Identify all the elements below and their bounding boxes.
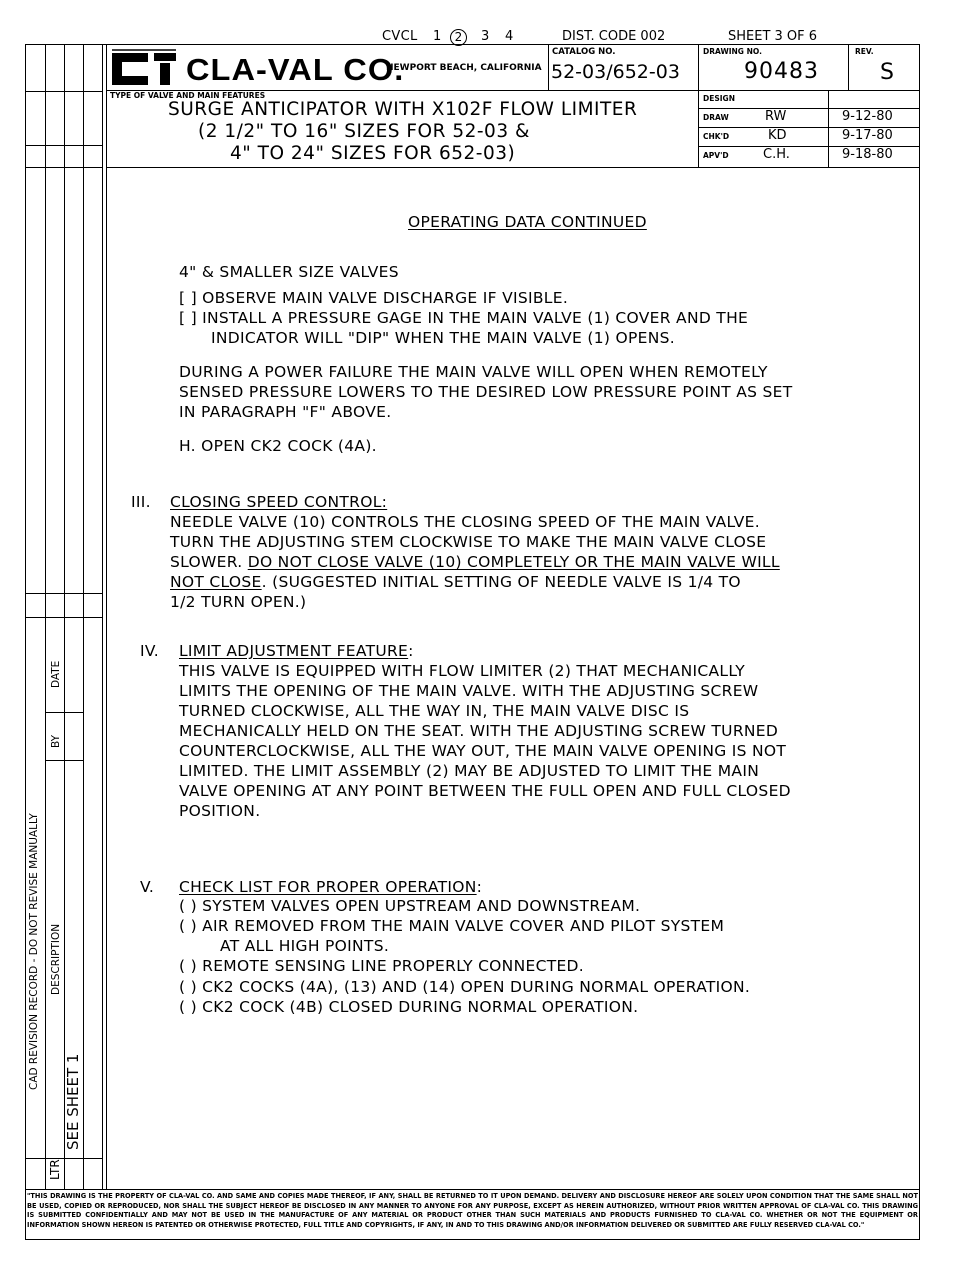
section-4-title-row <box>179 644 414 660</box>
draw-date: 9-12-80 <box>842 109 893 124</box>
title-block-div <box>698 44 699 167</box>
checklist-item: ( ) AIR REMOVED FROM THE MAIN VALVE COVER AND PILOT SYSTEM <box>179 917 725 935</box>
checklist-item: ( ) CK2 COCK (4B) CLOSED DURING NORMAL OPERATION. <box>179 998 639 1016</box>
section-3-number: III. <box>131 493 151 511</box>
section-3-text: NEEDLE VALVE (10) CONTROLS THE CLOSING SPEED OF THE MAIN VALVE. <box>170 513 761 531</box>
content-left-border <box>106 44 107 1189</box>
title-line-2: (2 1/2" TO 16" SIZES FOR 52-03 & <box>198 121 530 142</box>
section-4-text: MECHANICALLY HELD ON THE SEAT. WITH THE ADJUSTING SCREW TURNED <box>179 722 779 740</box>
legal-notice: "THIS DRAWING IS THE PROPERTY OF CLA-VAL CO. AND SAME AND COPIES MADE THEREOF, IF ANY, SHALL BE RETURNED TO IT UPON DEMAND. DELIVERY AND DISCLOSURE HEREOF ARE SOLELY UPON CONDITION THAT THE SAME SHALL NOT BE USED, COPIED OR REPRODUCED, NOR SHALL THE SUBJECT HEREOF BE DISCLOSED IN ANY MANNER TO ANYONE FOR ANY PURPOSE, EXCEPT AS HEREIN AUTHORIZED, WITHOUT PRIOR WRITTEN APPROVAL OF CLA-VAL CO. THIS DRAWING IS SUBMITTED CONFIDENTIALLY AND MAY NOT BE USED IN THE MANUFACTURE OF ANY MATERIAL OR PRODUCT OTHER THAN SUCH MATERIALS AND PRODUCTS FURNISHED TO CLA-VAL CO. WHETHER OR NOT THE EQUIPMENT OR INFORMATION SHOWN HEREON IS PATENTED OR OTHERWISE PROTECTED, FULL TITLE AND COPYRIGHTS, IF ANY, IN AND TO THIS DRAWING AND/OR INFORMATION DELIVERED OR SUBMITTED ARE FULLY RESERVED CLA-VAL CO." <box>27 1192 918 1229</box>
section-4-text: LIMITED. THE LIMIT ASSEMBLY (2) MAY BE ADJUSTED TO LIMIT THE MAIN <box>179 762 760 780</box>
section-4-text: TURNED CLOCKWISE, ALL THE WAY IN, THE MAIN VALVE DISC IS <box>179 702 690 720</box>
small-valves-title: 4" & SMALLER SIZE VALVES <box>179 263 399 281</box>
sidebar-row-line <box>25 167 102 168</box>
checked-name: KD <box>768 128 787 143</box>
date-label: DATE <box>50 660 62 688</box>
text-span: . (SUGGESTED INITIAL SETTING OF NEEDLE VALVE IS 1/4 TO <box>261 573 741 591</box>
section-3-text: TURN THE ADJUSTING STEM CLOCKWISE TO MAKE THE MAIN VALVE CLOSE <box>170 533 767 551</box>
title-block-bottom <box>106 167 920 168</box>
cvcl-number-1: 1 <box>433 29 442 44</box>
cvcl-label: CVCL <box>382 29 418 44</box>
section-5-title: CHECK LIST FOR PROPER OPERATION <box>179 878 477 896</box>
text-span: : <box>476 878 483 896</box>
draw-label: DRAW <box>703 113 729 122</box>
title-block-row <box>698 90 920 91</box>
step-h: H. OPEN CK2 COCK (4A). <box>179 437 377 455</box>
sidebar-row-line <box>25 1158 102 1159</box>
section-4-text: COUNTERCLOCKWISE, ALL THE WAY OUT, THE MAIN VALVE OPENING IS NOT <box>179 742 787 760</box>
rev-value: S <box>880 60 894 85</box>
check-item: [ ] INSTALL A PRESSURE GAGE IN THE MAIN VALVE (1) COVER AND THE <box>179 309 749 327</box>
text-span: : <box>408 642 414 660</box>
section-4-text: POSITION. <box>179 802 261 820</box>
draw-name: RW <box>765 109 787 124</box>
section-4-text: LIMITS THE OPENING OF THE MAIN VALVE. WITH THE ADJUSTING SCREW <box>179 682 759 700</box>
section-3-text <box>170 555 780 571</box>
approved-date: 9-18-80 <box>842 147 893 162</box>
power-failure-text: SENSED PRESSURE LOWERS TO THE DESIRED LOW PRESSURE POINT AS SET <box>179 383 793 401</box>
drawing-number: 90483 <box>744 59 819 84</box>
warning-text: DO NOT CLOSE VALVE (10) COMPLETELY OR THE MAIN VALVE WILL <box>247 553 780 571</box>
section-4-number: IV. <box>140 642 160 660</box>
sidebar-row-line <box>25 617 102 618</box>
cla-val-logo-icon <box>110 47 180 87</box>
drawing-label: DRAWING NO. <box>703 47 762 56</box>
section-5-title-row <box>179 880 482 896</box>
text-span: SLOWER. <box>170 553 248 571</box>
sidebar-row-line <box>25 593 102 594</box>
section-3-text: 1/2 TURN OPEN.) <box>170 593 307 611</box>
approved-label: APV'D <box>703 151 729 160</box>
checklist-item: ( ) REMOTE SENSING LINE PROPERLY CONNECTED. <box>179 957 585 975</box>
cvcl-number-3: 3 <box>481 29 490 44</box>
sidebar-row-line <box>45 760 83 761</box>
section-3-title: CLOSING SPEED CONTROL: <box>170 493 388 511</box>
sidebar-row-line <box>25 91 102 92</box>
sidebar-row-line <box>45 712 83 713</box>
power-failure-text: DURING A POWER FAILURE THE MAIN VALVE WILL OPEN WHEN REMOTELY <box>179 363 768 381</box>
valve-type-label: TYPE OF VALVE AND MAIN FEATURES <box>110 91 266 100</box>
section-4-text: VALVE OPENING AT ANY POINT BETWEEN THE FULL OPEN AND FULL CLOSED <box>179 782 791 800</box>
rev-label: REV. <box>855 47 874 56</box>
by-label: BY <box>50 734 62 748</box>
see-sheet-label: SEE SHEET 1 <box>64 1053 82 1150</box>
description-label: DESCRIPTION <box>50 923 62 995</box>
checklist-item-continuation: AT ALL HIGH POINTS. <box>220 937 390 955</box>
design-label: DESIGN <box>703 94 735 103</box>
cvcl-number-4: 4 <box>505 29 514 44</box>
section-4-title: LIMIT ADJUSTMENT FEATURE <box>179 642 409 660</box>
sidebar-divider-4 <box>102 44 103 1189</box>
title-line-1: SURGE ANTICIPATOR WITH X102F FLOW LIMITER <box>168 99 638 120</box>
checklist-item: ( ) CK2 COCKS (4A), (13) AND (14) OPEN DURING NORMAL OPERATION. <box>179 978 751 996</box>
cad-revision-note: CAD REVISION RECORD - DO NOT REVISE MANUALLY <box>28 813 40 1090</box>
title-block-div <box>548 44 549 90</box>
title-line-3: 4" TO 24" SIZES FOR 652-03) <box>230 143 516 164</box>
catalog-label: CATALOG NO. <box>552 47 616 57</box>
company-name: CLA-VAL CO. <box>186 52 405 87</box>
section-3-text <box>170 575 741 591</box>
content-bottom-border <box>25 1189 920 1190</box>
sheet-number: SHEET 3 OF 6 <box>728 29 818 44</box>
section-4-text: THIS VALVE IS EQUIPPED WITH FLOW LIMITER (2) THAT MECHANICALLY <box>179 662 745 680</box>
sidebar-row-line <box>25 145 102 146</box>
ltr-label: LTR <box>48 1159 62 1180</box>
check-item-continuation: INDICATOR WILL "DIP" WHEN THE MAIN VALVE (1) OPENS. <box>211 329 675 347</box>
approved-name: C.H. <box>763 147 790 162</box>
section-heading: OPERATING DATA CONTINUED <box>408 213 647 231</box>
checked-date: 9-17-80 <box>842 128 893 143</box>
warning-text: NOT CLOSE <box>170 573 262 591</box>
company-location: NEWPORT BEACH, CALIFORNIA <box>386 63 542 73</box>
title-block-div <box>828 90 829 167</box>
section-5-number: V. <box>140 878 155 896</box>
catalog-number: 52-03/652-03 <box>551 61 680 83</box>
title-block-div <box>848 44 849 90</box>
cvcl-number-2-circled: 2 <box>450 28 467 46</box>
checked-label: CHK'D <box>703 132 730 141</box>
power-failure-text: IN PARAGRAPH "F" ABOVE. <box>179 403 392 421</box>
checklist-item: ( ) SYSTEM VALVES OPEN UPSTREAM AND DOWNSTREAM. <box>179 897 641 915</box>
check-item: [ ] OBSERVE MAIN VALVE DISCHARGE IF VISIBLE. <box>179 289 569 307</box>
dist-code: DIST. CODE 002 <box>562 29 666 44</box>
